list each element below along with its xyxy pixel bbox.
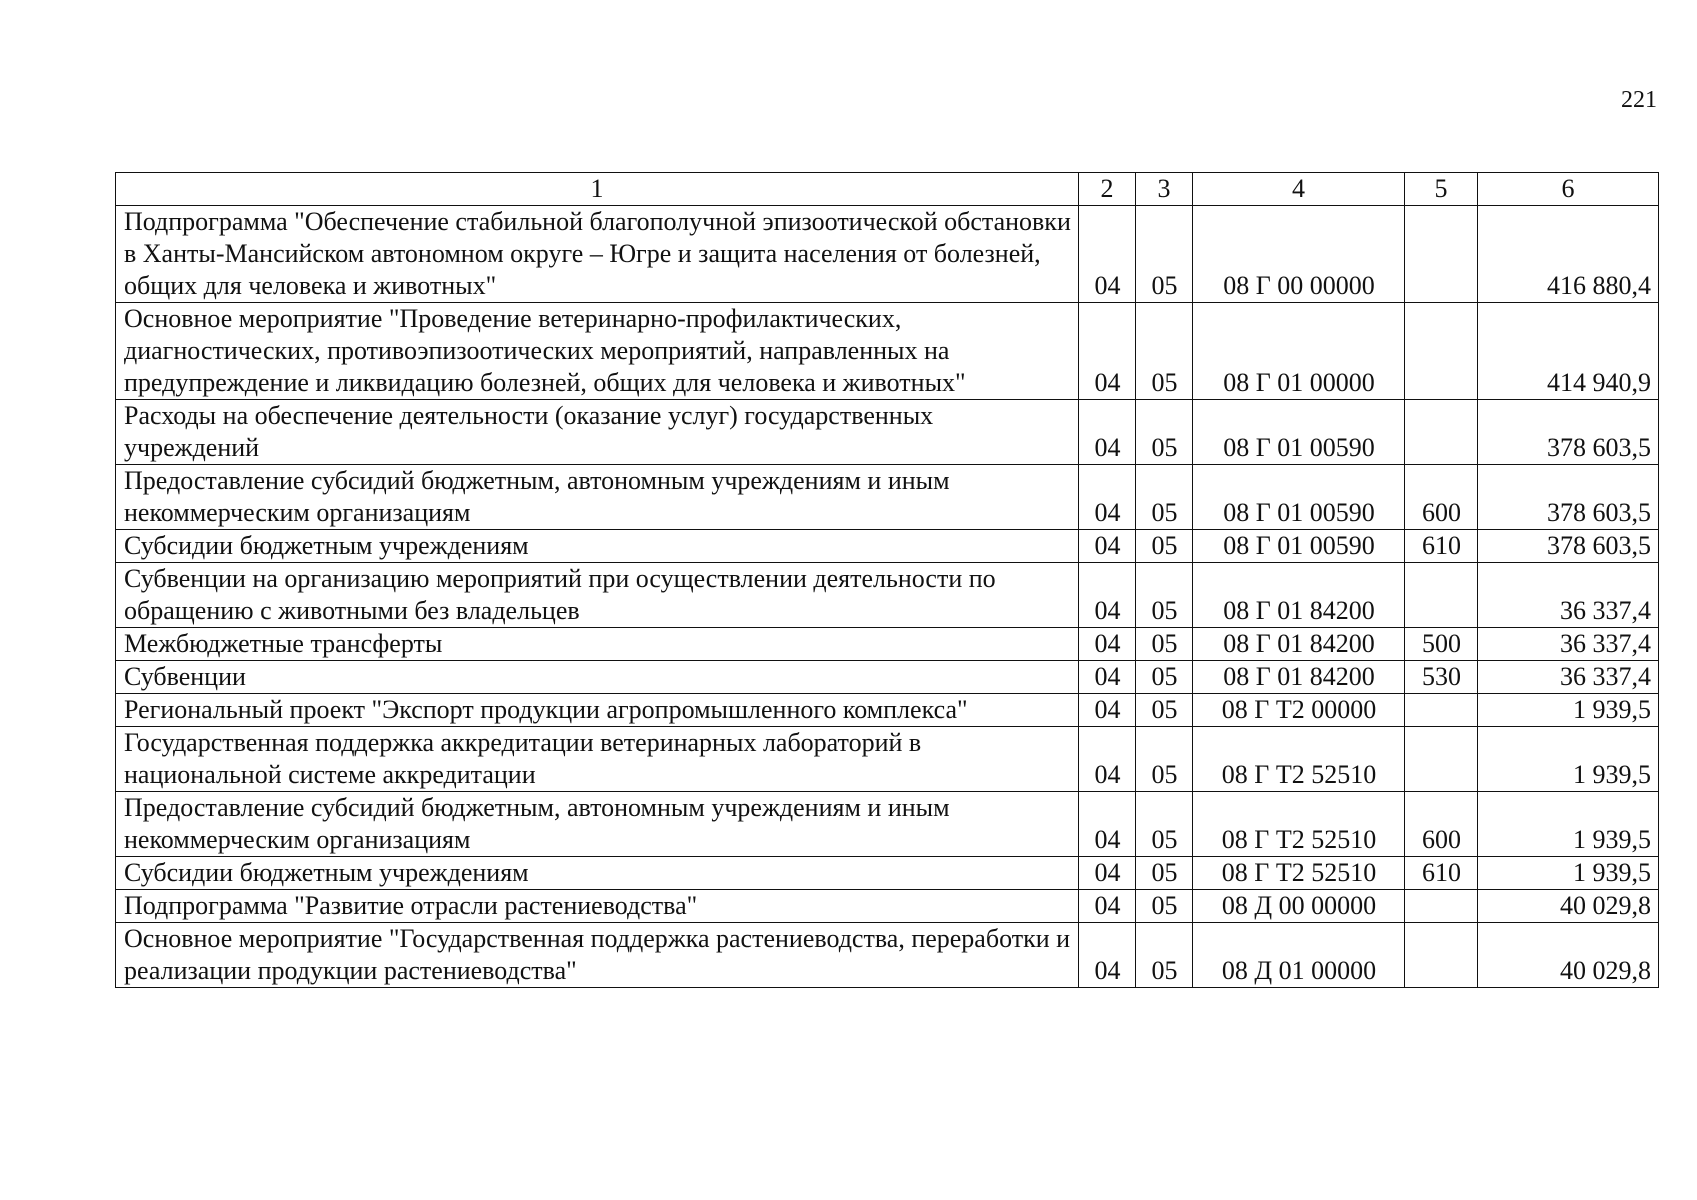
column-header-4: 4: [1193, 173, 1405, 206]
row-name: Основное мероприятие "Государственная поддержка растениеводства, переработки и реализации продукции растениеводства": [116, 923, 1079, 988]
row-subsection: 05: [1136, 727, 1193, 792]
row-subsection: 05: [1136, 857, 1193, 890]
table-row: [116, 563, 1659, 628]
row-target-article: 08 Г Т2 52510: [1193, 857, 1405, 890]
row-expense-type: 610: [1405, 530, 1478, 563]
page-number: 221: [1621, 87, 1657, 113]
row-subsection: 05: [1136, 890, 1193, 923]
table-row: [116, 694, 1659, 727]
row-target-article: 08 Д 00 00000: [1193, 890, 1405, 923]
row-section: 04: [1079, 530, 1136, 563]
table-row: [116, 400, 1659, 465]
column-header-2: 2: [1079, 173, 1136, 206]
row-name: Межбюджетные трансферты: [116, 628, 1079, 661]
row-target-article: 08 Г Т2 00000: [1193, 694, 1405, 727]
column-header-1: 1: [116, 173, 1079, 206]
row-section: 04: [1079, 303, 1136, 400]
row-subsection: 05: [1136, 530, 1193, 563]
row-expense-type: 500: [1405, 628, 1478, 661]
row-name: Субсидии бюджетным учреждениям: [116, 857, 1079, 890]
row-subsection: 05: [1136, 694, 1193, 727]
row-target-article: 08 Г 01 00590: [1193, 530, 1405, 563]
row-amount: 40 029,8: [1478, 890, 1659, 923]
row-subsection: 05: [1136, 661, 1193, 694]
table-row: [116, 465, 1659, 530]
row-target-article: 08 Д 01 00000: [1193, 923, 1405, 988]
row-name: Подпрограмма "Обеспечение стабильной благополучной эпизоотической обстановки в Ханты-Мансийском автономном округе – Югре и защита населения от болезней, общих для человека и животных": [116, 206, 1079, 303]
row-target-article: 08 Г 01 00590: [1193, 400, 1405, 465]
row-expense-type: [1405, 563, 1478, 628]
row-subsection: 05: [1136, 563, 1193, 628]
row-amount: 416 880,4: [1478, 206, 1659, 303]
row-section: 04: [1079, 465, 1136, 530]
row-target-article: 08 Г Т2 52510: [1193, 727, 1405, 792]
row-section: 04: [1079, 661, 1136, 694]
table-row: [116, 727, 1659, 792]
row-expense-type: [1405, 694, 1478, 727]
row-section: 04: [1079, 923, 1136, 988]
row-target-article: 08 Г 01 00000: [1193, 303, 1405, 400]
row-name: Субсидии бюджетным учреждениям: [116, 530, 1079, 563]
column-header-3: 3: [1136, 173, 1193, 206]
row-target-article: 08 Г 01 84200: [1193, 661, 1405, 694]
row-expense-type: [1405, 890, 1478, 923]
row-amount: 414 940,9: [1478, 303, 1659, 400]
row-target-article: 08 Г Т2 52510: [1193, 792, 1405, 857]
column-header-5: 5: [1405, 173, 1478, 206]
row-expense-type: [1405, 923, 1478, 988]
row-amount: 36 337,4: [1478, 661, 1659, 694]
row-subsection: 05: [1136, 206, 1193, 303]
table-row: [116, 792, 1659, 857]
table-row: [116, 857, 1659, 890]
row-subsection: 05: [1136, 303, 1193, 400]
table-row: [116, 530, 1659, 563]
row-name: Государственная поддержка аккредитации ветеринарных лабораторий в национальной системе аккредитации: [116, 727, 1079, 792]
row-amount: 378 603,5: [1478, 530, 1659, 563]
row-amount: 40 029,8: [1478, 923, 1659, 988]
row-amount: 1 939,5: [1478, 792, 1659, 857]
row-amount: 378 603,5: [1478, 400, 1659, 465]
row-target-article: 08 Г 00 00000: [1193, 206, 1405, 303]
row-name: Предоставление субсидий бюджетным, автономным учреждениям и иным некоммерческим организациям: [116, 465, 1079, 530]
row-section: 04: [1079, 792, 1136, 857]
row-subsection: 05: [1136, 628, 1193, 661]
row-name: Субвенции: [116, 661, 1079, 694]
row-subsection: 05: [1136, 923, 1193, 988]
row-name: Региональный проект "Экспорт продукции агропромышленного комплекса": [116, 694, 1079, 727]
row-section: 04: [1079, 727, 1136, 792]
row-amount: 36 337,4: [1478, 563, 1659, 628]
row-expense-type: [1405, 303, 1478, 400]
table-row: [116, 303, 1659, 400]
row-name: Основное мероприятие "Проведение ветеринарно-профилактических, диагностических, противоэпизоотических мероприятий, направленных на предупреждение и ликвидацию болезней, общих для человека и животных": [116, 303, 1079, 400]
row-name: Субвенции на организацию мероприятий при осуществлении деятельности по обращению с животными без владельцев: [116, 563, 1079, 628]
table-row: [116, 890, 1659, 923]
table-header-row: [116, 173, 1659, 206]
row-section: 04: [1079, 206, 1136, 303]
row-target-article: 08 Г 01 84200: [1193, 563, 1405, 628]
row-subsection: 05: [1136, 465, 1193, 530]
column-header-6: 6: [1478, 173, 1659, 206]
row-expense-type: 600: [1405, 465, 1478, 530]
row-amount: 1 939,5: [1478, 857, 1659, 890]
row-section: 04: [1079, 857, 1136, 890]
row-section: 04: [1079, 628, 1136, 661]
row-amount: 1 939,5: [1478, 694, 1659, 727]
row-amount: 378 603,5: [1478, 465, 1659, 530]
row-subsection: 05: [1136, 792, 1193, 857]
row-expense-type: [1405, 727, 1478, 792]
row-section: 04: [1079, 694, 1136, 727]
row-section: 04: [1079, 890, 1136, 923]
row-expense-type: 600: [1405, 792, 1478, 857]
row-amount: 1 939,5: [1478, 727, 1659, 792]
row-expense-type: 610: [1405, 857, 1478, 890]
row-expense-type: [1405, 400, 1478, 465]
row-section: 04: [1079, 563, 1136, 628]
row-target-article: 08 Г 01 84200: [1193, 628, 1405, 661]
row-subsection: 05: [1136, 400, 1193, 465]
budget-table: [115, 172, 1659, 988]
row-section: 04: [1079, 400, 1136, 465]
row-target-article: 08 Г 01 00590: [1193, 465, 1405, 530]
row-name: Расходы на обеспечение деятельности (оказание услуг) государственных учреждений: [116, 400, 1079, 465]
row-expense-type: 530: [1405, 661, 1478, 694]
row-amount: 36 337,4: [1478, 628, 1659, 661]
table-row: [116, 923, 1659, 988]
row-expense-type: [1405, 206, 1478, 303]
table-row: [116, 661, 1659, 694]
row-name: Предоставление субсидий бюджетным, автономным учреждениям и иным некоммерческим организациям: [116, 792, 1079, 857]
table-row: [116, 628, 1659, 661]
row-name: Подпрограмма "Развитие отрасли растениеводства": [116, 890, 1079, 923]
table-row: [116, 206, 1659, 303]
